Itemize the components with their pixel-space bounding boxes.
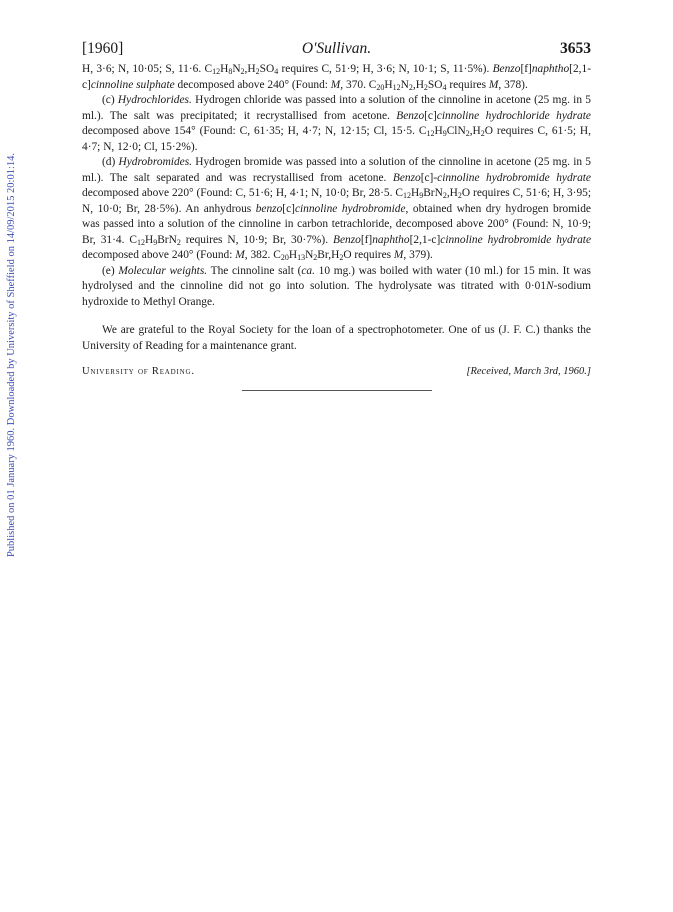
- download-notice-text: Published on 01 January 1960. Downloaded by University of Sheffield on 14/09/2015 20:01:14.: [5, 152, 17, 558]
- download-notice-sidebar: [3, 150, 19, 560]
- received-date: [Received, March 3rd, 1960.]: [466, 366, 591, 377]
- institution-name: University of Reading.: [82, 366, 195, 377]
- journal-page: [82, 40, 591, 391]
- paragraph-hydrobromides: (d) Hydrobromides. Hydrogen bromide was passed into a solution of the cinnoline in acetone (25 mg. in 5 ml.). The salt separated and was recrystallised from acetone. Benzo[c]-cinnoline hydrobromide hydrate decomposed above 220° (Found: C, 51·6; H, 4·1; N, 10·0; Br, 28·5. $C_{12}H_9BrN_2,H_2O$ requires C, 51·6; H, 3·95; N, 10·0; Br, 28·5%). An anhydrous benzo[c]cinnoline hydrobromide, obtained when dry hydrogen bromide was passed into a solution of the cinnoline in carbon tetrachloride, decomposed above 200° (Found: N, 10·9; Br, 31·4. $C_{12}H_9BrN_2$ requires N, 10·9; Br, 30·7%). Benzo[f]naphtho[2,1-c]cinnoline hydrobromide hydrate decomposed above 240° (Found: M, 382. $C_{20}H_{13}N_2Br,H_2O$ requires M, 379).: [82, 156, 591, 262]
- page-number: 3653: [560, 40, 591, 57]
- article-footer: [82, 366, 591, 382]
- paragraph-molecular-weights: (e) Molecular weights. The cinnoline salt (ca. 10 mg.) was boiled with water (10 ml.) for 15 min. It was hydrolysed and the cinnoline did not go into solution. The hydrolysate was titrated with 0·01N-sodium hydroxide to Methyl Orange.: [82, 264, 591, 308]
- paragraph-sulphate-analysis: H, 3·6; N, 10·05; S, 11·6. $C_{12}H_8N_2,H_2SO_4$ requires C, 51·9; H, 3·6; N, 10·1; S, 11·5%). Benzo[f]naphtho[2,1-c]cinnoline sulphate decomposed above 240° (Found: M, 370. $C_{20}H_{12}N_2,H_2SO_4$ requires M, 378).: [82, 63, 591, 92]
- running-head-year: [1960]: [82, 40, 124, 57]
- article-body: [82, 62, 591, 354]
- running-head-author: O'Sullivan.: [301, 40, 372, 57]
- paragraph-hydrochlorides: (c) Hydrochlorides. Hydrogen chloride was passed into a solution of the cinnoline in acetone (25 mg. in 5 ml.). The salt was precipitated; it recrystallised from acetone. Benzo[c]cinnoline hydrochloride hydrate decomposed above 154° (Found: C, 61·35; H, 4·7; N, 12·15; Cl, 15·5. $C_{12}H_9ClN_2,H_2O$ requires C, 61·5; H, 4·7; N, 12·0; Cl, 15·2%).: [82, 94, 591, 153]
- paragraph-acknowledgements: We are grateful to the Royal Society for the loan of a spectrophotometer. One of us (J. F. C.) thanks the University of Reading for a maintenance grant.: [82, 324, 591, 352]
- end-rule: [242, 390, 432, 391]
- running-head: [82, 40, 591, 62]
